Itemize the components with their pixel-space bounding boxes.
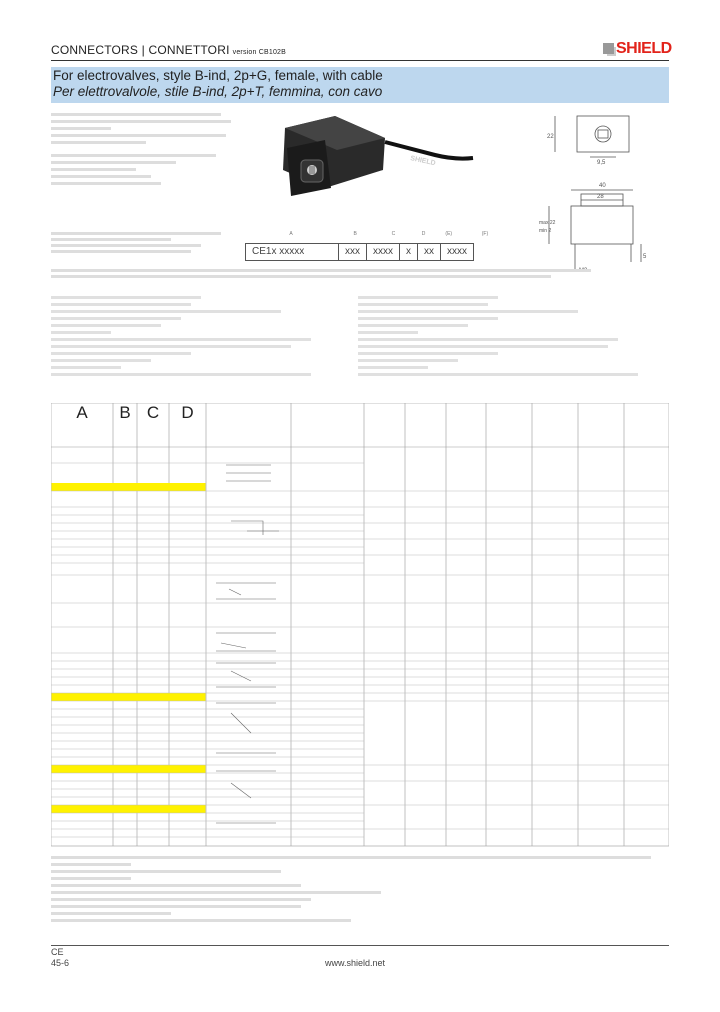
- footer-rule: [51, 945, 669, 946]
- dim-max-cable: max 22: [539, 220, 556, 226]
- footer-page-number: 45-6: [51, 958, 70, 968]
- code-composition-box: [245, 243, 474, 261]
- dimension-drawing: [535, 112, 670, 277]
- dim-width: 40: [599, 183, 606, 189]
- code-segment-c: xxxx: [367, 244, 400, 260]
- footer-code: CE: [51, 947, 64, 957]
- specs-en: [51, 292, 351, 380]
- page-header-title: [51, 43, 286, 57]
- specs-it: [358, 292, 668, 380]
- brand-logo: SHIELD: [603, 40, 672, 58]
- version-label: version CB102B: [232, 49, 287, 56]
- banner-title-en: For electrovalves, style B-ind, 2p+G, female, with cable: [53, 68, 383, 83]
- code-segment-e: xx: [418, 244, 441, 260]
- description-en: [51, 109, 241, 189]
- header-rule: [51, 60, 669, 61]
- code-segment-b: xxx: [339, 244, 367, 260]
- catalog-title: CONNECTORS | CONNETTORI: [51, 43, 230, 57]
- code-segment-letters: A B C D (E) (F): [289, 231, 489, 237]
- title-banner: [51, 67, 669, 103]
- code-notes: [51, 266, 611, 281]
- code-instructions: [51, 229, 241, 256]
- code-segment-f: xxxx: [447, 246, 467, 257]
- footer-url[interactable]: www.shield.net: [325, 958, 386, 968]
- logo-mark-icon: [603, 43, 614, 54]
- product-table: [51, 403, 669, 848]
- dim-inner-width: 28: [597, 194, 604, 200]
- column-a-letter: A: [76, 403, 88, 422]
- column-c-letter: C: [146, 403, 160, 422]
- dim-height: 22: [547, 134, 554, 140]
- column-b-letter: B: [119, 403, 131, 422]
- product-photo: [265, 108, 495, 208]
- code-segment-d: x: [400, 244, 418, 260]
- code-segment-a: CE1x xxxxx: [246, 244, 339, 260]
- dim-gasket: 5: [643, 254, 647, 260]
- banner-title-it: Per elettrovalvole, stile B-ind, 2p+T, femmina, con cavo: [53, 84, 383, 99]
- footnotes: [51, 852, 661, 926]
- dim-pitch: 9,5: [597, 160, 606, 166]
- dim-min-cable: min 2: [539, 228, 552, 234]
- column-d-letter: D: [181, 403, 194, 422]
- product-brand-label: SHIELD: [409, 155, 437, 168]
- table-column-letters: [51, 403, 206, 423]
